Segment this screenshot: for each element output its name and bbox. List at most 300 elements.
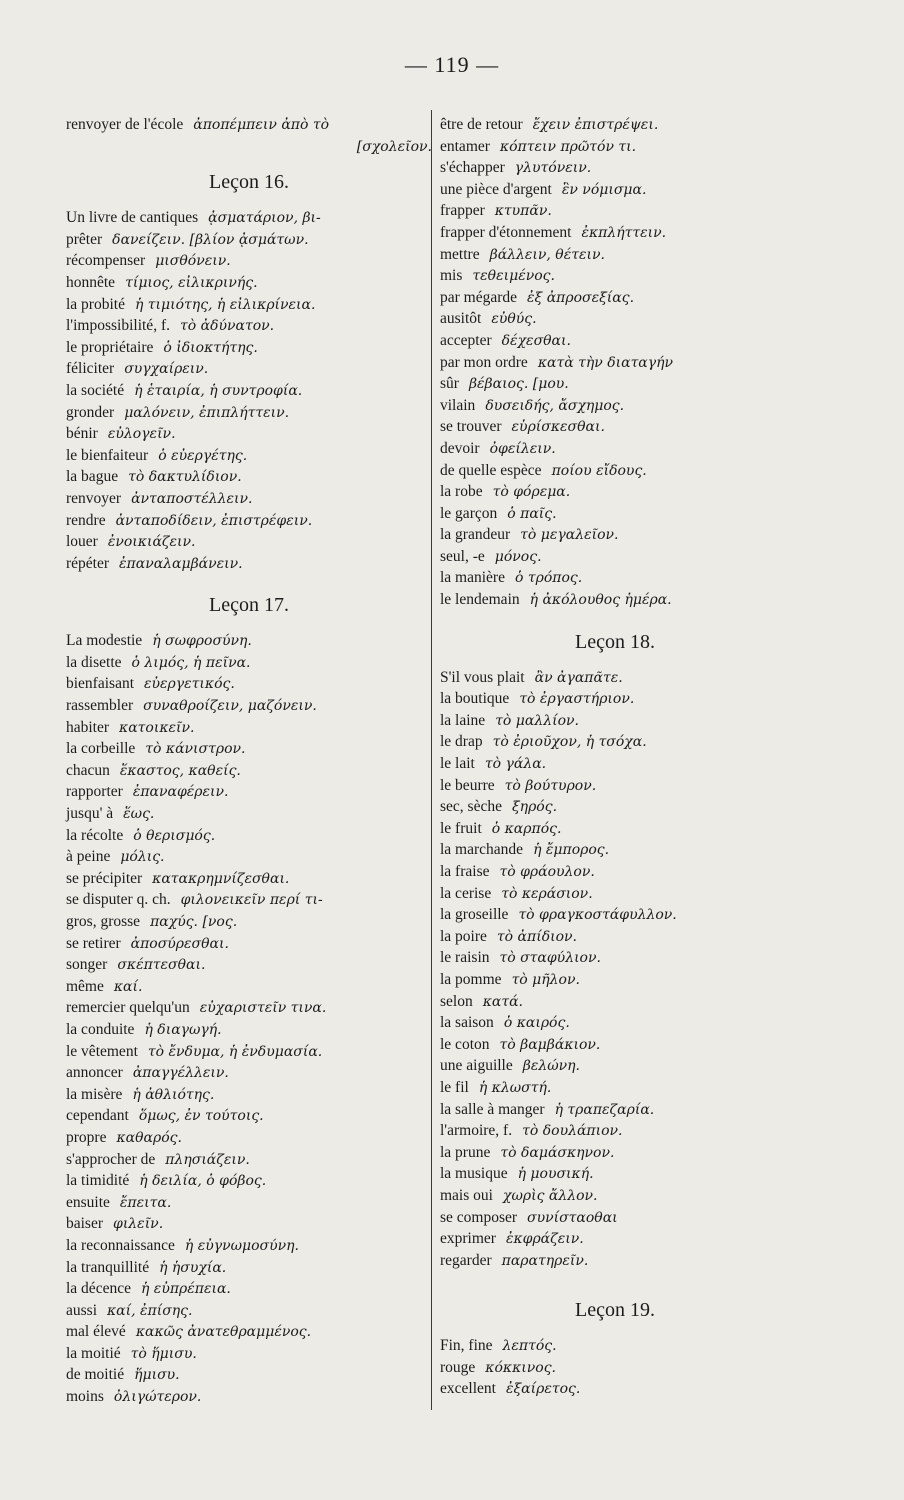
- greek-translation: κατοικεῖν.: [119, 719, 195, 736]
- greek-translation: εὐλογεῖν.: [107, 426, 176, 443]
- french-term: La modestie: [66, 632, 143, 650]
- greek-translation: ἕως.: [123, 806, 155, 823]
- french-term: honnête: [66, 273, 116, 291]
- vocab-entry: [440, 1012, 790, 1034]
- french-term: jusqu' à: [66, 805, 114, 823]
- french-term: Fin, fine: [440, 1337, 493, 1355]
- lesson-18-list: [440, 667, 790, 1272]
- vocab-entry: [66, 738, 432, 760]
- greek-translation: ἡ δειλία, ὁ φόβος.: [139, 1173, 267, 1190]
- greek-translation: ἐπαναλαμβάνειν.: [119, 555, 243, 572]
- greek-translation: κατὰ τὴν διαταγήν: [537, 354, 674, 371]
- greek-translation: ἡ τιμιότης, ἡ εἰλικρίνεια.: [134, 296, 316, 313]
- vocab-entry: [440, 731, 790, 753]
- french-term: le beurre: [440, 776, 495, 794]
- french-term: une pièce d'argent: [440, 180, 552, 198]
- lesson-16-heading: Leçon 16.: [209, 171, 289, 194]
- french-term: moins: [66, 1388, 104, 1406]
- french-term: le fil: [440, 1078, 469, 1096]
- vocab-entry: [66, 717, 432, 739]
- french-term: bienfaisant: [66, 675, 135, 693]
- vocab-entry: [66, 466, 432, 488]
- french-term: s'échapper: [440, 159, 505, 177]
- greek-translation: βάλλειν, θέτειν.: [489, 246, 605, 263]
- french-term: mais oui: [440, 1186, 493, 1204]
- greek-translation: ἡ ἀκόλουθος ἡμέρα.: [529, 592, 672, 609]
- vocab-entry: [440, 200, 790, 222]
- greek-translation: μαλόνειν, ἐπιπλήττειν.: [124, 404, 290, 421]
- greek-translation: καί.: [113, 978, 143, 995]
- french-term: exprimer: [440, 1230, 496, 1248]
- vocab-entry: [66, 207, 432, 229]
- vocab-entry: [440, 1099, 790, 1121]
- greek-translation: ἡ εὐγνωμοσύνη.: [184, 1237, 299, 1254]
- vocab-entry: [66, 846, 432, 868]
- vocab-entry: [66, 1019, 432, 1041]
- vocab-entry: [66, 136, 432, 158]
- vocab-entry: [440, 991, 790, 1013]
- french-term: le propriétaire: [66, 338, 154, 356]
- french-term: la conduite: [66, 1020, 135, 1038]
- french-term: louer: [66, 533, 98, 551]
- greek-translation: τὸ γάλα.: [484, 756, 547, 773]
- french-term: s'approcher de: [66, 1150, 156, 1168]
- vocab-entry: [66, 1278, 432, 1300]
- greek-translation: τὸ μεγαλεῖον.: [520, 527, 619, 544]
- greek-translation: δέχεσθαι.: [501, 332, 571, 349]
- greek-translation: ἡ εὐπρέπεια.: [140, 1281, 231, 1298]
- vocab-entry: [440, 1055, 790, 1077]
- vocab-entry: [440, 926, 790, 948]
- greek-translation: ἡ διαγωγή.: [144, 1021, 222, 1038]
- french-term: vilain: [440, 396, 476, 414]
- vocab-entry: [66, 1300, 432, 1322]
- french-term: baiser: [66, 1215, 104, 1233]
- greek-translation: τεθειμένος.: [472, 268, 555, 285]
- vocab-entry: [66, 954, 432, 976]
- french-term: le bienfaiteur: [66, 446, 149, 464]
- vocab-entry: [440, 688, 790, 710]
- french-term: rapporter: [66, 783, 123, 801]
- greek-translation: λεπτός.: [502, 1338, 557, 1355]
- greek-translation: ἀποσύρεσθαι.: [130, 935, 229, 952]
- french-term: songer: [66, 956, 108, 974]
- french-term: le vêtement: [66, 1042, 138, 1060]
- french-term: la cerise: [440, 884, 492, 902]
- vocab-entry: [440, 179, 790, 201]
- vocab-entry: [440, 667, 790, 689]
- french-term: ausitôt: [440, 310, 482, 328]
- greek-translation: τὸ κεράσιον.: [501, 885, 593, 902]
- french-term: entamer: [440, 137, 490, 155]
- greek-translation: τὸ φραγκοστάφυλλον.: [518, 907, 677, 924]
- greek-translation: ποίου εἴδους.: [551, 462, 647, 479]
- french-term: S'il vous plait: [440, 668, 525, 686]
- french-term: la manière: [440, 569, 505, 587]
- vocab-entry: [440, 395, 790, 417]
- french-term: se trouver: [440, 418, 502, 436]
- greek-translation: τὸ δαμάσκηνον.: [500, 1144, 615, 1161]
- vocab-entry: [440, 796, 790, 818]
- greek-translation: μόλις.: [120, 849, 165, 866]
- greek-translation: βέβαιος. [μου.: [468, 376, 569, 393]
- greek-translation: πλησιάζειν.: [165, 1151, 250, 1168]
- greek-translation: τίμιος, εἰλικρινής.: [125, 274, 258, 291]
- french-term: même: [66, 977, 104, 995]
- french-term: propre: [66, 1128, 107, 1146]
- greek-translation: ὁ λιμός, ἡ πεῖνα.: [131, 654, 251, 671]
- french-term: sec, sèche: [440, 798, 502, 816]
- vocab-entry: [66, 229, 432, 251]
- greek-translation: ἕκαστος, καθείς.: [119, 762, 241, 779]
- greek-translation: κόπτειν πρῶτόν τι.: [499, 138, 637, 155]
- greek-translation: ἡ ἀθλιότης.: [132, 1086, 215, 1103]
- greek-translation: καί, ἐπίσης.: [107, 1302, 193, 1319]
- vocab-entry: [66, 911, 432, 933]
- french-term: gronder: [66, 403, 115, 421]
- lesson-16-list: [66, 207, 432, 574]
- vocab-entry: [440, 1034, 790, 1056]
- vocab-entry: [66, 1127, 432, 1149]
- french-term: la probité: [66, 295, 125, 313]
- greek-translation: εὐχαριστεῖν τινα.: [199, 1000, 327, 1017]
- greek-translation: τὸ κάνιστρον.: [145, 741, 246, 758]
- vocab-entry: [66, 488, 432, 510]
- greek-translation: τὸ ἥμισυ.: [130, 1345, 197, 1362]
- vocab-entry: [66, 380, 432, 402]
- vocab-entry: [66, 1213, 432, 1235]
- french-term: la marchande: [440, 841, 524, 859]
- greek-translation: τὸ μῆλον.: [511, 971, 580, 988]
- lesson-18-heading: Leçon 18.: [575, 630, 655, 653]
- french-term: la musique: [440, 1165, 508, 1183]
- vocab-entry: [66, 803, 432, 825]
- greek-translation: σκέπτεσθαι.: [117, 957, 206, 974]
- greek-translation: ἥμισυ.: [134, 1367, 180, 1384]
- french-term: à peine: [66, 848, 111, 866]
- french-term: par mégarde: [440, 288, 518, 306]
- vocab-entry: [66, 531, 432, 553]
- greek-translation: γλυτόνειν.: [514, 160, 592, 177]
- greek-translation: ὁ τρόπος.: [514, 570, 583, 587]
- french-term: le garçon: [440, 504, 498, 522]
- french-term: le lait: [440, 755, 475, 773]
- vocab-entry: [66, 652, 432, 674]
- french-term: ensuite: [66, 1193, 110, 1211]
- vocab-entry: [66, 1105, 432, 1127]
- vocab-entry: [440, 839, 790, 861]
- vocab-entry: [440, 114, 790, 136]
- french-term: la bague: [66, 468, 119, 486]
- greek-translation: τὸ φράουλον.: [499, 864, 595, 880]
- french-term: rendre: [66, 511, 106, 529]
- vocab-entry: [440, 222, 790, 244]
- vocab-entry: [440, 1250, 790, 1272]
- vocab-entry: [66, 315, 432, 337]
- french-term: la prune: [440, 1143, 491, 1161]
- french-term: annoncer: [66, 1064, 123, 1082]
- french-term: être de retour: [440, 116, 523, 133]
- french-term: se précipiter: [66, 869, 143, 887]
- vocab-entry: [440, 710, 790, 732]
- french-term: rouge: [440, 1358, 476, 1376]
- greek-translation: τὸ δακτυλίδιον.: [128, 469, 242, 486]
- french-term: se disputer q. ch.: [66, 891, 171, 909]
- french-term: renvoyer: [66, 489, 122, 507]
- french-term: bénir: [66, 425, 98, 443]
- french-term: chacun: [66, 761, 110, 779]
- greek-translation: ἔπειτα.: [119, 1194, 172, 1211]
- vocab-entry: [66, 1170, 432, 1192]
- vocab-entry: [440, 244, 790, 266]
- vocab-entry: [66, 294, 432, 316]
- french-term: de quelle espèce: [440, 461, 542, 479]
- french-term: l'armoire, f.: [440, 1122, 513, 1140]
- greek-translation: ὁ καρπός.: [491, 820, 562, 837]
- french-term: sûr: [440, 375, 459, 393]
- french-term: la reconnaissance: [66, 1236, 175, 1254]
- greek-translation: ὅμως, ἐν τούτοις.: [138, 1108, 264, 1125]
- vocab-entry: [66, 889, 432, 911]
- lesson-17-list: [66, 630, 432, 1407]
- french-term: par mon ordre: [440, 353, 528, 371]
- vocab-entry: [440, 416, 790, 438]
- french-term: une aiguille: [440, 1057, 513, 1075]
- greek-translation: ὁ εὐεργέτης.: [158, 447, 248, 464]
- vocab-entry: [66, 1084, 432, 1106]
- greek-translation: ἡ ἡσυχία.: [159, 1259, 227, 1276]
- french-term: habiter: [66, 718, 110, 736]
- greek-translation: ὁ ἰδιοκτήτης.: [163, 339, 258, 356]
- french-term: la boutique: [440, 690, 510, 708]
- greek-translation: ἐπαναφέρειν.: [132, 784, 229, 801]
- french-term: féliciter: [66, 360, 115, 378]
- vocab-entry: [440, 460, 790, 482]
- greek-translation: ξηρός.: [511, 799, 558, 816]
- left-column: [66, 114, 432, 1408]
- vocab-entry: [440, 503, 790, 525]
- greek-translation: εὐθύς.: [491, 311, 537, 328]
- greek-translation: ἀποπέμπειν ἀπὸ τὸ: [193, 117, 330, 133]
- french-term: frapper d'étonnement: [440, 223, 572, 241]
- french-term: le fruit: [440, 819, 482, 837]
- french-term: devoir: [440, 439, 480, 457]
- vocab-entry: [440, 546, 790, 568]
- greek-translation: ἡ μουσική.: [517, 1166, 594, 1183]
- vocab-entry: [66, 1257, 432, 1279]
- greek-translation: τὸ ἐριοῦχον, ἡ τσόχα.: [492, 734, 647, 751]
- vocab-entry: [66, 1192, 432, 1214]
- french-term: cependant: [66, 1107, 129, 1125]
- vocab-entry: [440, 1228, 790, 1250]
- vocab-entry: [440, 481, 790, 503]
- greek-translation: ὁ παῖς.: [507, 505, 557, 522]
- greek-translation: κτυπᾶν.: [494, 203, 552, 220]
- french-term: récompenser: [66, 252, 146, 270]
- vocab-entry: [66, 1062, 432, 1084]
- greek-translation: ἐξ ἀπροσεξίας.: [527, 289, 635, 306]
- french-term: le coton: [440, 1035, 490, 1053]
- greek-translation: ἐνοικιάζειν.: [107, 534, 196, 551]
- french-term: la tranquillité: [66, 1258, 150, 1276]
- french-term: remercier quelqu'un: [66, 999, 190, 1017]
- greek-translation: συγχαίρειν.: [124, 361, 209, 378]
- french-term: la décence: [66, 1280, 131, 1298]
- french-term: selon: [440, 992, 473, 1010]
- french-term: le drap: [440, 733, 483, 751]
- lesson-19-list: [440, 1335, 790, 1400]
- greek-translation: ὁ θερισμός.: [133, 827, 216, 844]
- greek-translation: φιλονεικεῖν περί τι-: [180, 892, 323, 909]
- greek-translation: παχύς. [νος.: [150, 914, 238, 930]
- vocab-entry: [440, 818, 790, 840]
- french-term: la société: [66, 381, 125, 399]
- french-term: gros, grosse: [66, 913, 141, 930]
- lesson-17-heading: Leçon 17.: [209, 594, 289, 617]
- vocab-entry: [66, 781, 432, 803]
- vocab-entry: [66, 760, 432, 782]
- french-term: répéter: [66, 554, 110, 572]
- vocab-entry: [440, 1120, 790, 1142]
- greek-translation: ᾀσματάριον, βι-: [208, 210, 321, 227]
- greek-translation: τὸ ἔνδυμα, ἡ ἐνδυμασία.: [147, 1043, 323, 1060]
- greek-translation: κατά.: [482, 993, 524, 1010]
- page-number: — 119 —: [404, 52, 500, 77]
- french-term: la laine: [440, 711, 486, 729]
- vocab-entry: [440, 969, 790, 991]
- vocab-entry: [440, 567, 790, 589]
- french-term: la poire: [440, 927, 487, 945]
- vocab-entry: [440, 1207, 790, 1229]
- vocab-entry: [66, 976, 432, 998]
- vocab-entry: [440, 883, 790, 905]
- french-term: la moitié: [66, 1344, 121, 1362]
- french-term: de moitié: [66, 1366, 125, 1384]
- french-term: la salle à manger: [440, 1100, 545, 1118]
- left-intro-list: [66, 114, 432, 157]
- greek-translation: ἓν νόμισμα.: [561, 181, 647, 198]
- right-column: [440, 114, 790, 1400]
- greek-translation: ἡ σωφροσύνη.: [152, 633, 252, 650]
- vocab-entry: [440, 1142, 790, 1164]
- french-term: la pomme: [440, 970, 502, 988]
- vocab-entry: [440, 1185, 790, 1207]
- lesson-19-heading: Leçon 19.: [575, 1299, 655, 1322]
- greek-translation: ἀπαγγέλλειν.: [132, 1065, 229, 1082]
- greek-translation: ἐξαίρετος.: [505, 1381, 581, 1398]
- vocab-entry: [440, 524, 790, 546]
- vocab-entry: [66, 933, 432, 955]
- greek-translation: [σχολεῖον.: [356, 138, 432, 155]
- french-term: la misère: [66, 1085, 123, 1103]
- greek-translation: μόνος.: [494, 548, 542, 565]
- greek-translation: τὸ σταφύλιον.: [499, 950, 601, 967]
- french-term: Un livre de cantiques: [66, 209, 199, 227]
- greek-translation: εὐεργετικός.: [144, 676, 235, 693]
- vocab-entry: [66, 1041, 432, 1063]
- vocab-entry: [66, 630, 432, 652]
- vocab-entry: [440, 157, 790, 179]
- vocab-entry: [66, 1386, 432, 1408]
- greek-translation: ἡ κλωστή.: [478, 1079, 552, 1096]
- vocab-entry: [66, 1343, 432, 1365]
- vocab-entry: [66, 445, 432, 467]
- french-term: regarder: [440, 1251, 492, 1269]
- greek-translation: βελώνη.: [522, 1058, 580, 1075]
- vocab-entry: [66, 510, 432, 532]
- french-term: la fraise: [440, 863, 490, 880]
- vocab-entry: [440, 438, 790, 460]
- french-term: la récolte: [66, 826, 124, 844]
- french-term: mal élevé: [66, 1323, 126, 1341]
- vocab-entry: [440, 1357, 790, 1379]
- greek-translation: τὸ ἀπίδιον.: [496, 928, 577, 945]
- greek-translation: ἡ τραπεζαρία.: [554, 1101, 655, 1118]
- greek-translation: παρατηρεῖν.: [501, 1252, 589, 1269]
- french-term: la corbeille: [66, 740, 136, 758]
- vocab-entry: [66, 695, 432, 717]
- vocab-entry: [440, 330, 790, 352]
- vocab-entry: [440, 861, 790, 883]
- french-term: la timidité: [66, 1172, 130, 1190]
- french-term: mettre: [440, 245, 480, 263]
- right-intro-list: [440, 114, 790, 611]
- greek-translation: μισθόνειν.: [155, 253, 231, 270]
- vocab-entry: [66, 825, 432, 847]
- vocab-entry: [440, 136, 790, 158]
- french-term: prêter: [66, 230, 103, 248]
- vocab-entry: [66, 1149, 432, 1171]
- vocab-entry: [440, 775, 790, 797]
- greek-translation: εὑρίσκεσθαι.: [511, 419, 605, 436]
- vocab-entry: [66, 1235, 432, 1257]
- vocab-entry: [440, 589, 790, 611]
- french-term: frapper: [440, 202, 485, 220]
- french-term: accepter: [440, 331, 492, 349]
- greek-translation: ἂν ἀγαπᾶτε.: [534, 669, 623, 686]
- greek-translation: ἀνταποστέλλειν.: [131, 490, 253, 507]
- greek-translation: τὸ βούτυρον.: [504, 777, 597, 794]
- vocab-entry: [440, 265, 790, 287]
- vocab-entry: [440, 308, 790, 330]
- french-term: le raisin: [440, 949, 490, 967]
- greek-translation: ἀνταποδίδειν, ἐπιστρέφειν.: [115, 512, 313, 529]
- vocab-entry: [66, 358, 432, 380]
- vocab-entry: [440, 287, 790, 309]
- vocab-entry: [440, 1335, 790, 1357]
- vocab-entry: [440, 947, 790, 969]
- vocab-entry: [66, 250, 432, 272]
- french-term: la disette: [66, 653, 122, 671]
- vocab-entry: [440, 1163, 790, 1185]
- greek-translation: ἡ ἑταιρία, ἡ συντροφία.: [134, 382, 303, 399]
- vocab-entry: [66, 423, 432, 445]
- vocab-entry: [66, 272, 432, 294]
- greek-translation: κόκκινος.: [485, 1359, 556, 1376]
- vocab-entry: [66, 1364, 432, 1386]
- vocab-entry: [66, 114, 432, 136]
- greek-translation: καθαρός.: [116, 1129, 182, 1146]
- greek-translation: δανείζειν. [βλίον ᾀσμάτων.: [112, 231, 309, 248]
- french-term: se composer: [440, 1208, 518, 1226]
- greek-translation: κακῶς ἀνατεθραμμένος.: [135, 1324, 312, 1341]
- greek-translation: ὀλιγώτερον.: [113, 1389, 202, 1406]
- greek-translation: τὸ φόρεμα.: [492, 484, 571, 501]
- french-term: aussi: [66, 1301, 97, 1319]
- french-term: mis: [440, 267, 463, 285]
- greek-translation: κατακρημνίζεσθαι.: [152, 870, 290, 887]
- vocab-entry: [66, 673, 432, 695]
